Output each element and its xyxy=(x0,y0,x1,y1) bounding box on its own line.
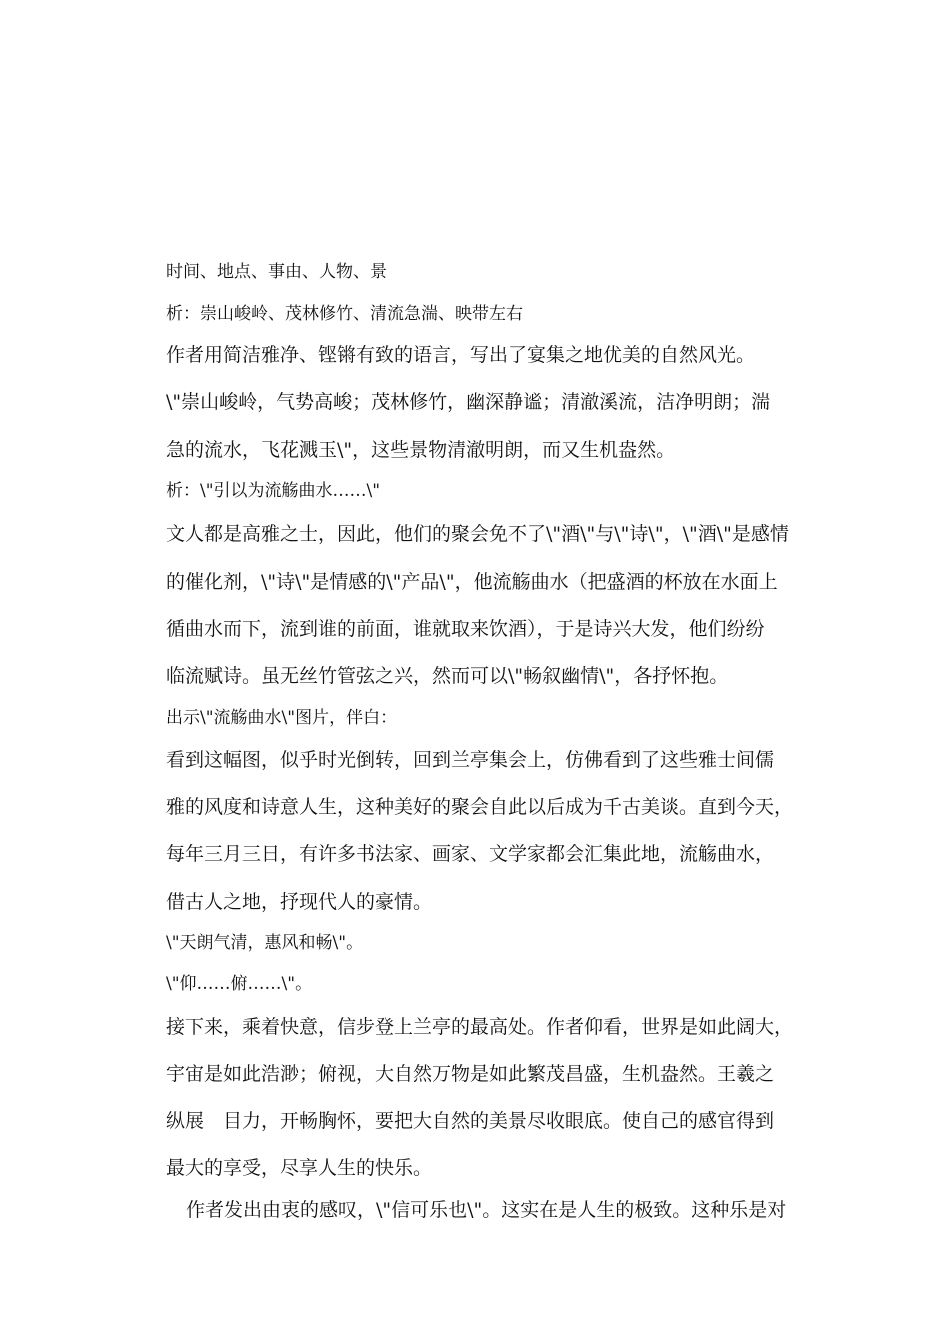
text-line: 循曲水而下，流到谁的前面，谁就取来饮酒），于是诗兴大发，他们纷纷 xyxy=(166,618,765,640)
text-line: 作者发出由衷的感叹，\"信可乐也\"。这实在是人生的极致。这种乐是对 xyxy=(186,1199,787,1221)
text-line: \"仰……俯……\"。 xyxy=(166,974,313,994)
text-line: 时间、地点、事由、人物、景 xyxy=(166,262,387,282)
text-line: 作者用简洁雅净、铿锵有致的语言，写出了宴集之地优美的自然风光。 xyxy=(166,344,756,366)
text-line: 纵展 目力，开畅胸怀，要把大自然的美景尽收眼底。使自己的感官得到 xyxy=(166,1110,775,1132)
text-line: 雅的风度和诗意人生，这种美好的聚会自此以后成为千古美谈。直到今天， xyxy=(166,796,794,818)
text-line: 出示\"流觞曲水\"图片，伴白： xyxy=(166,708,398,728)
text-line: 借古人之地，抒现代人的豪情。 xyxy=(166,891,433,913)
text-line: 看到这幅图，似乎时光倒转，回到兰亭集会上，仿佛看到了这些雅士间儒 xyxy=(166,749,775,771)
text-line: 的催化剂，\"诗\"是情感的\"产品\"，他流觞曲水（把盛酒的杯放在水面上 xyxy=(166,571,778,593)
text-line: \"崇山峻岭，气势高峻；茂林修竹，幽深静谧；清澈溪流，洁净明朗；湍 xyxy=(166,391,771,413)
text-line: 析：崇山峻岭、茂林修竹、清流急湍、映带左右 xyxy=(166,304,523,324)
text-line: 接下来，乘着快意，信步登上兰亭的最高处。作者仰看，世界是如此阔大， xyxy=(166,1016,794,1038)
text-line: 析：\"引以为流觞曲水……\" xyxy=(166,481,381,501)
text-line: \"天朗气清，惠风和畅\"。 xyxy=(166,933,364,953)
text-line: 最大的享受，尽享人生的快乐。 xyxy=(166,1157,433,1179)
text-line: 临流赋诗。虽无丝竹管弦之兴，然而可以\"畅叙幽情\"，各抒怀抱。 xyxy=(166,665,729,687)
text-line: 宇宙是如此浩渺；俯视，大自然万物是如此繁茂昌盛，生机盎然。王羲之 xyxy=(166,1063,775,1085)
text-line: 每年三月三日，有许多书法家、画家、文学家都会汇集此地，流觞曲水， xyxy=(166,843,775,865)
text-line: 急的流水，飞花溅玉\"，这些景物清澈明朗，而又生机盎然。 xyxy=(166,439,676,461)
text-line: 文人都是高雅之士，因此，他们的聚会免不了\"酒\"与\"诗\"，\"酒\"是感情 xyxy=(166,523,789,545)
